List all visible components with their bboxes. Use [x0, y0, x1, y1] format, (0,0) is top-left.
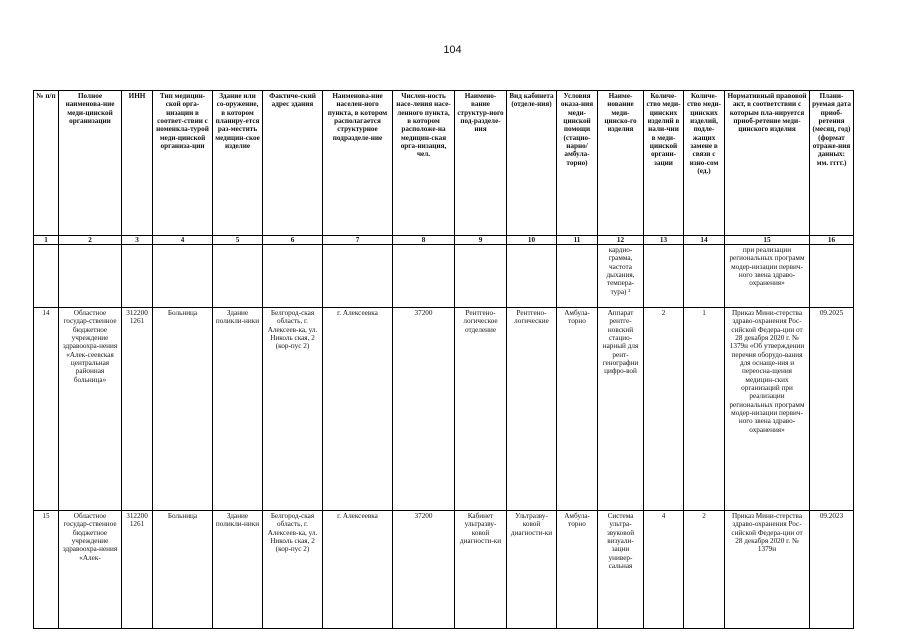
- row-number: 14: [34, 308, 59, 511]
- replace-count: 1: [684, 308, 725, 511]
- device-count: 4: [644, 511, 684, 629]
- cell: [263, 245, 323, 308]
- org-type: Больница: [153, 511, 213, 629]
- subdivision: Кабинет ультразву-ковой диагности-ки: [455, 511, 507, 629]
- column-number: 8: [393, 236, 455, 245]
- table-row: [34, 511, 854, 629]
- device-name: Аппарат рентге-новский стацио-нарный для рент-генографии цифро-вой: [598, 308, 644, 511]
- cell: при реализации региональных программ модер-низации первич-ного звена здраво-охранения»: [725, 245, 810, 308]
- column-number: 5: [213, 236, 263, 245]
- inn: 312200 1261: [122, 308, 153, 511]
- cell: [810, 245, 854, 308]
- table-row: [34, 308, 854, 511]
- building: Здание поликли-ники: [213, 308, 263, 511]
- cell: [213, 245, 263, 308]
- settlement: г. Алексеевка: [323, 308, 393, 511]
- organization-name: Областное государ-ственное бюджетное учреждение здравоохра-нения «Алек-: [59, 511, 122, 629]
- address: Белгород-ская область, г. Алексеев-ка, ул. Николь ская, 2 (кор-пус 2): [263, 308, 323, 511]
- column-header: Нормативный правовой акт, в соответствии с которым пла-нируется приоб-ретение меди-цинского изделия: [725, 91, 810, 236]
- subdivision: Рентгено-логическое отделение: [455, 308, 507, 511]
- cell: [684, 245, 725, 308]
- cell: [455, 245, 507, 308]
- care-conditions: Амбула-торно: [557, 511, 598, 629]
- cell: [507, 245, 557, 308]
- column-number: 14: [684, 236, 725, 245]
- header-row: [34, 91, 854, 236]
- cell: [34, 245, 59, 308]
- device-name: Система ультра-звуковой визуали-зации универ-сальная: [598, 511, 644, 629]
- column-header: Здание или со-оружение, в котором планиру-ется раз-местить медицин-ское изделие: [213, 91, 263, 236]
- cell: [644, 245, 684, 308]
- column-number: 13: [644, 236, 684, 245]
- org-type: Больница: [153, 308, 213, 511]
- page-number: 104: [443, 44, 462, 56]
- cell: [122, 245, 153, 308]
- row-number: 15: [34, 511, 59, 629]
- cell: [393, 245, 455, 308]
- cell: [557, 245, 598, 308]
- column-header: Наимено-вание структур-ного под-разделе-ния: [455, 91, 507, 236]
- cabinet-type: Ультразву-ковой диагности-ки: [507, 511, 557, 629]
- column-header: Количе-ство меди-цинских изделий, подле-жащих замене в связи с изно-сом (ед.): [684, 91, 725, 236]
- table-row-continuation: [34, 245, 854, 308]
- replace-count: 2: [684, 511, 725, 629]
- equipment-table: [33, 90, 854, 629]
- column-number: 3: [122, 236, 153, 245]
- legal-act: Приказ Мини-стерства здраво-охранения Рос-сийской Федера-ции от 28 декабря 2020 г. № 1379н «Об утверждении перечня оборудо-вания для оснаще-ния и переосна-щения медицин-ских организаций при реализации региональных программ модер-низации первич-ного звена здраво-охранения»: [725, 308, 810, 511]
- cell: [323, 245, 393, 308]
- organization-name: Областное государ-ственное бюджетное учреждение здравоохра-нения «Алек-сеевская центральная районная больница»: [59, 308, 122, 511]
- building: Здание поликли-ники: [213, 511, 263, 629]
- column-number: 12: [598, 236, 644, 245]
- planned-date: 09.2023: [810, 511, 854, 629]
- column-header: Количе-ство меди-цинских изделий в нали-чии в меди-цинской органи-зации: [644, 91, 684, 236]
- device-count: 2: [644, 308, 684, 511]
- column-header: ИНН: [122, 91, 153, 236]
- column-number: 2: [59, 236, 122, 245]
- care-conditions: Амбула-торно: [557, 308, 598, 511]
- column-number: 15: [725, 236, 810, 245]
- settlement: г. Алексеевка: [323, 511, 393, 629]
- cell: [153, 245, 213, 308]
- column-number: 6: [263, 236, 323, 245]
- column-header: Числен-ность насе-ления насе-ленного пункта, в котором расположе-на медицин-ская орга-низация, чел.: [393, 91, 455, 236]
- cell: кардио-грамма, частота дыхания, темпера-тура) ²: [598, 245, 644, 308]
- column-header: Наиме-нование меди-цинско-го изделия: [598, 91, 644, 236]
- cell: [59, 245, 122, 308]
- column-number: 1: [34, 236, 59, 245]
- column-header: Наименова-ние населен-ного пункта, в котором располагается структурное подразделе-ние: [323, 91, 393, 236]
- column-header: Плани-руемая дата приоб-ретения (месяц, год) (формат отраже-ния данных: мм. гггг.): [810, 91, 854, 236]
- column-number: 4: [153, 236, 213, 245]
- column-number: 10: [507, 236, 557, 245]
- column-header: Тип медицин-ской орга-низации в соответ-ствии с номенкла-турой меди-цинской организа-ции: [153, 91, 213, 236]
- address: Белгород-ская область, г. Алексеев-ка, ул. Николь ская, 2 (кор-пус 2): [263, 511, 323, 629]
- planned-date: 09.2025: [810, 308, 854, 511]
- population: 37200: [393, 308, 455, 511]
- legal-act: Приказ Мини-стерства здраво-охранения Рос-сийской Федера-ции от 28 декабря 2020 г. № 1379н: [725, 511, 810, 629]
- column-header: Полное наименова-ние меди-цинской организации: [59, 91, 122, 236]
- column-number: 11: [557, 236, 598, 245]
- cabinet-type: Рентгено-логические: [507, 308, 557, 511]
- column-number: 16: [810, 236, 854, 245]
- inn: 312200 1261: [122, 511, 153, 629]
- column-header: Вид кабинета (отделе-ния): [507, 91, 557, 236]
- column-header: Фактиче-ский адрес здания: [263, 91, 323, 236]
- population: 37200: [393, 511, 455, 629]
- column-number: 7: [323, 236, 393, 245]
- column-number: 9: [455, 236, 507, 245]
- column-header: № п/п: [34, 91, 59, 236]
- column-header: Условия оказа-ния меди-цинской помощи (стацио-нарно/ амбула-торно): [557, 91, 598, 236]
- column-numbers-row: [34, 236, 854, 245]
